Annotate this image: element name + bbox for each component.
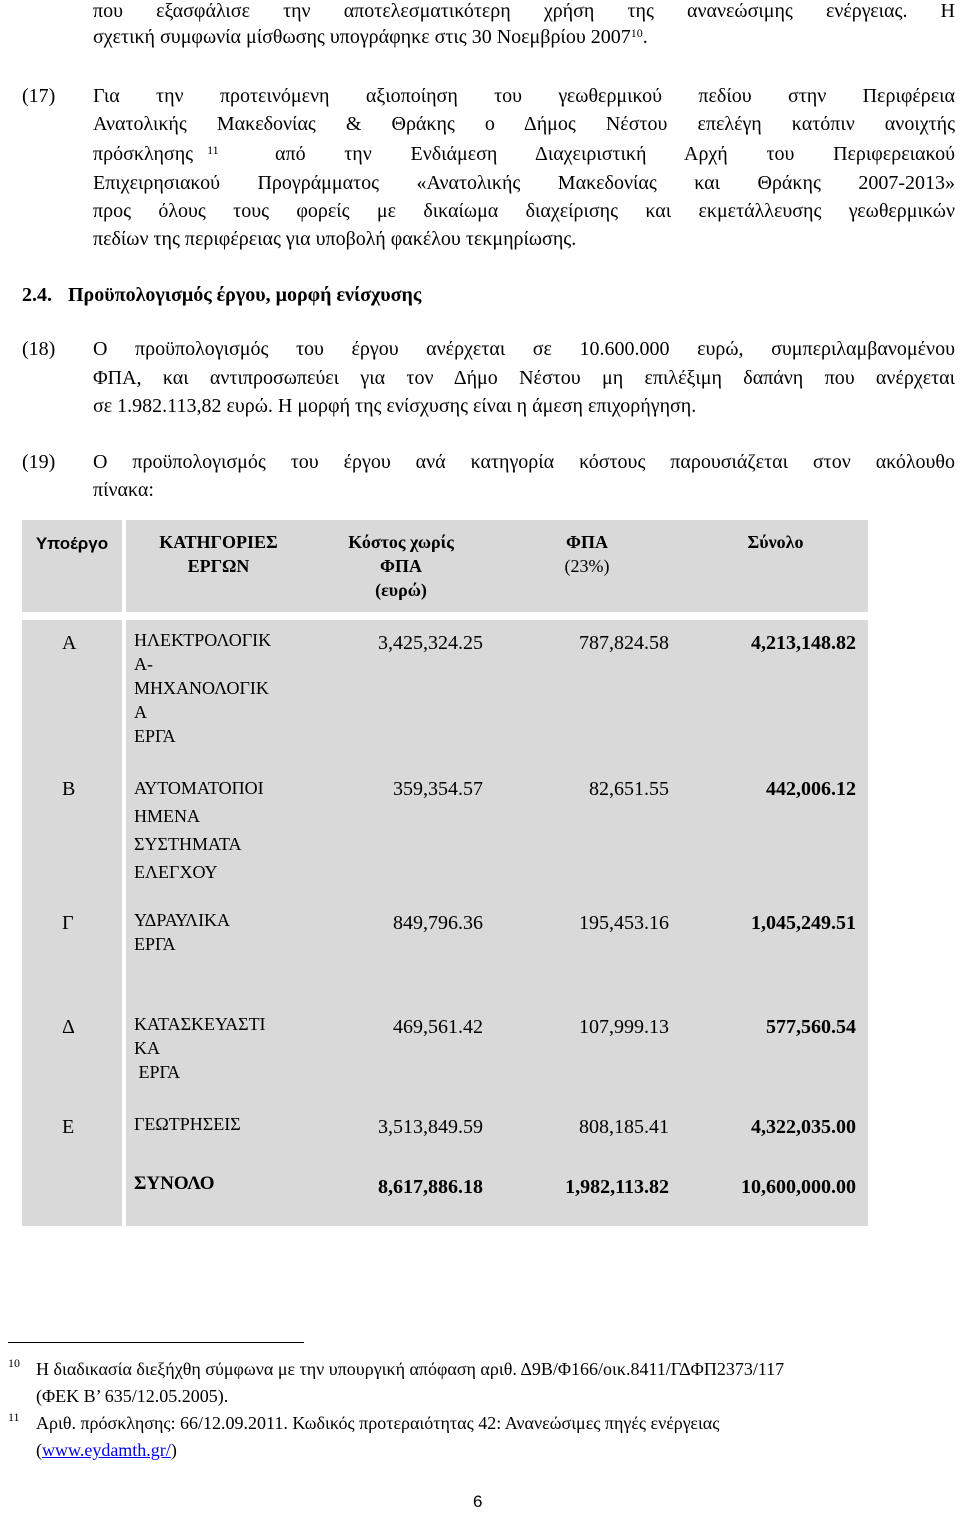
row-b-category-line-2: ΗΜΕΝΑ [134,806,200,826]
row-b-total: 442,006.12 [766,778,856,800]
para-17-line-3 [93,141,955,168]
row-a-category [134,628,271,748]
row-a-category-line-5: ΕΡΓΑ [134,726,176,746]
para-19-number: (19) [22,451,56,473]
intro-line-2-end: . [642,26,648,48]
row-b-category-line-1: ΑΥΤΟΜΑΤΟΠΟΙ [134,778,264,798]
section-title: Προϋπολογισμός έργου, μορφή ενίσχυσης [68,284,422,306]
footnote-11-open-paren: ( [36,1440,42,1460]
row-d-vat: 107,999.13 [579,1016,669,1038]
eydamth-link[interactable]: www.eydamth.gr/ [42,1440,171,1460]
row-c-category-line-2: ΕΡΓΑ [134,934,176,954]
para-17-number: (17) [22,85,56,107]
row-b-category-line-3: ΣΥΣΤΗΜΑΤΑ [134,834,242,854]
para-17-line-5: προς όλους τους φορείς με δικαίωμα διαχείρισης και εκμετάλλευσης γεωθερμικών [93,200,955,222]
section-number: 2.4. [22,284,52,306]
footnote-10-line-1: Η διαδικασία διεξήχθη σύμφωνα με την υπουργική απόφαση αριθ. Δ9Β/Φ166/οικ.8411/ΓΔΦΠ2373/117 [36,1359,785,1379]
para-18-number: (18) [22,338,56,360]
para-19-line-2: πίνακα: [93,479,154,501]
para-18-line-3: σε 1.982.113,82 ευρώ. Η μορφή της ενίσχυσης είναι η άμεση επιχορήγηση. [93,395,697,417]
intro-line-1: που εξασφάλισε την αποτελεσματικότερη χρήση της ανανεώσιμης ενέργειας. Η [93,0,955,22]
sum-vat: 1,982,113.82 [565,1176,669,1198]
row-a-category-line-3: ΜΗΧΑΝΟΛΟΓΙΚ [134,678,269,698]
footnote-10-line-2: (ΦΕΚ Β’ 635/12.05.2005). [36,1386,229,1406]
row-e-vat: 808,185.41 [579,1116,669,1138]
row-c-total: 1,045,249.51 [751,912,856,934]
sum-label: ΣΥΝΟΛΟ [134,1173,215,1194]
row-b-category-line-4: ΕΛΕΓΧΟΥ [134,862,218,882]
row-e-category-line-1: ΓΕΩΤΡΗΣΕΙΣ [134,1114,241,1134]
row-d-sub: Δ [62,1016,75,1038]
intro-line-2-text: σχετική συμφωνία μίσθωσης υπογράφηκε στις 30 Νοεμβρίου 2007 [93,26,631,48]
para-18-line-1: Ο προϋπολογισμός του έργου ανέρχεται σε 10.600.000 ευρώ, συμπεριλαμβανομένου [93,338,955,360]
header-subproject: Υποέργο [35,534,109,553]
para-17-line-3b: από την Ενδιάμεση Διαχειριστική Αρχή του Περιφερειακού [275,143,955,165]
row-a-vat: 787,824.58 [579,632,669,654]
footnote-separator [8,1342,304,1343]
row-a-total: 4,213,148.82 [751,632,856,654]
sum-total: 10,600,000.00 [741,1176,856,1198]
header-vat [491,530,683,578]
intro-line-2 [93,24,648,51]
header-cost-line-3: (ευρώ) [375,580,427,600]
row-e-sub: Ε [62,1116,75,1138]
row-e-category [134,1112,241,1136]
sum-cost: 8,617,886.18 [378,1176,483,1198]
footnote-11-mark: 11 [8,1410,20,1424]
page-number: 6 [473,1492,483,1511]
para-17-line-6: πεδίων της περιφέρειας για υποβολή φακέλου τεκμηρίωσης. [93,228,577,250]
row-d-cost: 469,561.42 [393,1016,483,1038]
row-a-category-line-2: Α- [134,654,153,674]
row-d-category-line-2: ΚΑ [134,1038,160,1058]
header-vat-line-2: (23%) [564,556,610,576]
row-c-cost: 849,796.36 [393,912,483,934]
footnote-ref-11: 11 [207,143,219,157]
header-categories [126,530,311,578]
row-a-sub: Α [62,632,77,654]
budget-table [22,520,868,1226]
header-cost-line-2: ΦΠΑ [380,556,422,576]
row-b-cost: 359,354.57 [393,778,483,800]
row-b-vat: 82,651.55 [589,778,669,800]
header-cost [311,530,491,602]
footnote-11-line-2 [36,1437,177,1464]
row-b-sub: Β [62,778,76,800]
para-17-line-3a: πρόσκλησης $^{11}$ [93,143,219,165]
row-c-category-line-1: ΥΔΡΑΥΛΙΚΑ [134,910,231,930]
para-17-line-1: Για την προτεινόμενη αξιοποίηση του γεωθερμικού πεδίου στην Περιφέρεια [93,85,955,107]
header-categories-line-1: ΚΑΤΗΓΟΡΙΕΣ [159,532,278,552]
para-17-line-4: Επιχειρησιακού Προγράμματος «Ανατολικής Μακεδονίας και Θράκης 2007-2013» [93,172,955,194]
row-c-category [134,908,230,956]
header-categories-line-2: ΕΡΓΩΝ [187,556,250,576]
row-d-total: 577,560.54 [766,1016,856,1038]
footnote-11-line-1: Αριθ. πρόσκλησης: 66/12.09.2011. Κωδικός προτεραιότητας 42: Ανανεώσιμες πηγές ενέργειας [36,1413,720,1433]
row-a-category-line-4: Α [134,702,147,722]
row-d-category-line-3: ΕΡΓΑ [134,1062,181,1082]
footnote-11-close-paren: ) [170,1440,177,1460]
row-e-cost: 3,513,849.59 [378,1116,483,1138]
row-e-total: 4,322,035.00 [751,1116,856,1138]
header-total: Σύνολο [747,532,804,552]
header-cost-line-1: Κόστος χωρίς [348,532,454,552]
row-c-vat: 195,453.16 [579,912,669,934]
para-17-line-2: Ανατολικής Μακεδονίας & Θράκης ο Δήμος Νέστου επελέγη κατόπιν ανοιχτής [93,113,955,135]
para-18-line-2: ΦΠΑ, και αντιπροσωπεύει για τον Δήμο Νέστου μη επιλέξιμη δαπάνη που ανέρχεται [93,367,955,389]
row-c-sub: Γ [62,912,74,934]
para-19-line-1: Ο προϋπολογισμός του έργου ανά κατηγορία κόστους παρουσιάζεται στον ακόλουθο [93,451,955,473]
row-d-category [134,1012,266,1084]
row-d-category-line-1: ΚΑΤΑΣΚΕΥΑΣΤΙ [134,1014,266,1034]
footnote-10-mark: 10 [8,1356,20,1370]
footnote-ref-10: 10 [630,26,643,40]
row-b-category [134,774,264,886]
row-a-category-line-1: ΗΛΕΚΤΡΟΛΟΓΙΚ [134,630,272,650]
row-a-cost: 3,425,324.25 [378,632,483,654]
header-vat-line-1: ΦΠΑ [566,532,608,552]
